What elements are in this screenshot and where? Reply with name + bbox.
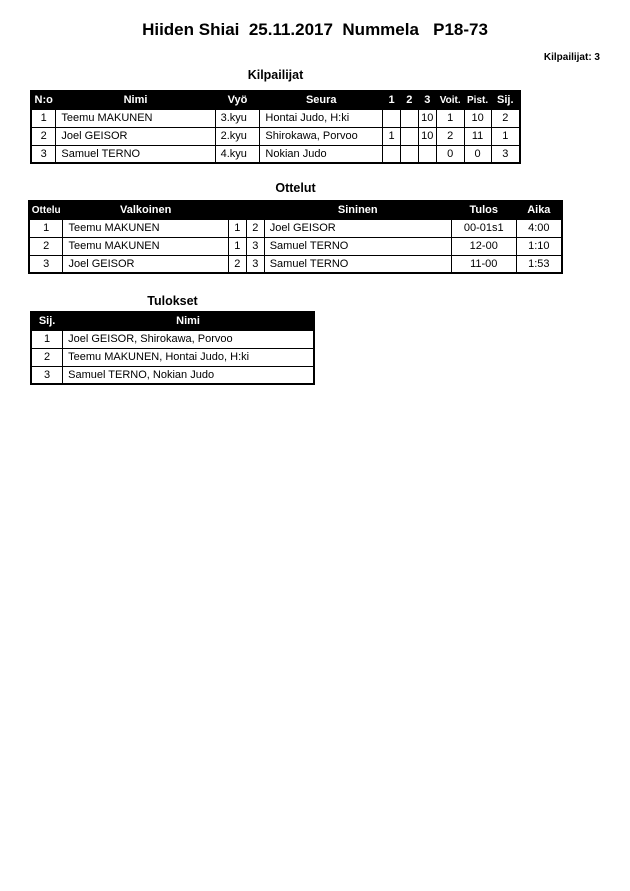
cell-m1 <box>383 109 401 127</box>
cell-aika: 4:00 <box>516 219 562 237</box>
competitors-count: Kilpailijat: 3 <box>543 52 600 63</box>
kilpailijat-col-no: N:o <box>31 91 56 109</box>
cell-nimi: Samuel TERNO, Nokian Judo <box>63 366 314 384</box>
cell-match-no: 3 <box>29 255 63 273</box>
cell-m3: 10 <box>418 109 436 127</box>
kilpailijat-col-pist: Pist. <box>464 91 491 109</box>
ottelut-col-valkoinen: Valkoinen <box>63 201 228 219</box>
cell-nimi: Teemu MAKUNEN <box>56 109 215 127</box>
kilpailijat-col-sij: Sij. <box>491 91 520 109</box>
cell-sij: 2 <box>491 109 520 127</box>
kilpailijat-heading: Kilpailijat <box>247 68 304 82</box>
kilpailijat-row <box>31 109 520 127</box>
kilpailijat-col-m1: 1 <box>383 91 401 109</box>
cell-voit: 0 <box>436 145 464 163</box>
ottelut-col-aika: Aika <box>516 201 562 219</box>
section-kilpailijat <box>30 68 521 164</box>
cell-sij: 2 <box>31 348 63 366</box>
kilpailijat-table <box>30 90 521 164</box>
cell-tulos: 12-00 <box>451 237 516 255</box>
cell-m1: 1 <box>383 127 401 145</box>
tulokset-row <box>31 366 314 384</box>
ottelut-col-ottelu: Ottelu <box>29 201 63 219</box>
cell-sij: 3 <box>491 145 520 163</box>
ottelut-row <box>29 255 562 273</box>
cell-match-no: 2 <box>29 237 63 255</box>
cell-nimi: Samuel TERNO <box>56 145 215 163</box>
cell-sij: 1 <box>491 127 520 145</box>
cell-voit: 2 <box>436 127 464 145</box>
section-ottelut <box>28 181 563 274</box>
cell-pist: 10 <box>464 109 491 127</box>
cell-m2 <box>400 145 418 163</box>
cell-nimi: Joel GEISOR, Shirokawa, Porvoo <box>63 330 314 348</box>
cell-aika: 1:53 <box>516 255 562 273</box>
cell-pist: 11 <box>464 127 491 145</box>
kilpailijat-col-m2: 2 <box>400 91 418 109</box>
cell-valkoinen: Teemu MAKUNEN <box>63 219 228 237</box>
cell-nimi: Teemu MAKUNEN, Hontai Judo, H:ki <box>63 348 314 366</box>
ottelut-col-tulos: Tulos <box>451 201 516 219</box>
kilpailijat-col-nimi: Nimi <box>56 91 215 109</box>
cell-snum: 3 <box>246 237 264 255</box>
cell-valkoinen: Joel GEISOR <box>63 255 228 273</box>
ottelut-col-vnum <box>228 201 246 219</box>
ottelut-row <box>29 219 562 237</box>
page-title: Hiiden Shiai 25.11.2017 Nummela P18-73 <box>142 20 488 39</box>
cell-m2 <box>400 109 418 127</box>
cell-vyo: 2.kyu <box>215 127 260 145</box>
tulokset-header-row <box>31 312 314 330</box>
cell-nimi: Joel GEISOR <box>56 127 215 145</box>
tulokset-row <box>31 348 314 366</box>
kilpailijat-col-vyo: Vyö <box>215 91 260 109</box>
cell-vnum: 1 <box>228 237 246 255</box>
cell-tulos: 11-00 <box>451 255 516 273</box>
section-tulokset <box>30 294 315 385</box>
cell-vnum: 2 <box>228 255 246 273</box>
cell-vnum: 1 <box>228 219 246 237</box>
tulokset-col-sij: Sij. <box>31 312 63 330</box>
tulokset-row <box>31 330 314 348</box>
cell-tulos: 00-01s1 <box>451 219 516 237</box>
cell-sij: 1 <box>31 330 63 348</box>
tulokset-heading: Tulokset <box>147 294 198 308</box>
ottelut-table <box>28 200 563 274</box>
cell-sininen: Samuel TERNO <box>264 237 451 255</box>
cell-sininen: Joel GEISOR <box>264 219 451 237</box>
ottelut-header-row <box>29 201 562 219</box>
cell-seura: Hontai Judo, H:ki <box>260 109 383 127</box>
cell-vyo: 4.kyu <box>215 145 260 163</box>
kilpailijat-header-row <box>31 91 520 109</box>
cell-seura: Nokian Judo <box>260 145 383 163</box>
cell-sij: 3 <box>31 366 63 384</box>
ottelut-heading: Ottelut <box>275 181 316 195</box>
kilpailijat-col-voit: Voit. <box>436 91 464 109</box>
cell-aika: 1:10 <box>516 237 562 255</box>
cell-m3: 10 <box>418 127 436 145</box>
cell-pist: 0 <box>464 145 491 163</box>
cell-sininen: Samuel TERNO <box>264 255 451 273</box>
cell-no: 2 <box>31 127 56 145</box>
kilpailijat-row <box>31 127 520 145</box>
kilpailijat-col-seura: Seura <box>260 91 383 109</box>
ottelut-col-snum <box>246 201 264 219</box>
cell-match-no: 1 <box>29 219 63 237</box>
ottelut-col-sininen: Sininen <box>264 201 451 219</box>
cell-seura: Shirokawa, Porvoo <box>260 127 383 145</box>
cell-no: 3 <box>31 145 56 163</box>
ottelut-row <box>29 237 562 255</box>
tulokset-col-nimi: Nimi <box>63 312 314 330</box>
cell-m3 <box>418 145 436 163</box>
cell-no: 1 <box>31 109 56 127</box>
cell-m1 <box>383 145 401 163</box>
cell-valkoinen: Teemu MAKUNEN <box>63 237 228 255</box>
cell-snum: 2 <box>246 219 264 237</box>
tulokset-table <box>30 311 315 385</box>
cell-vyo: 3.kyu <box>215 109 260 127</box>
cell-m2 <box>400 127 418 145</box>
kilpailijat-row <box>31 145 520 163</box>
cell-snum: 3 <box>246 255 264 273</box>
cell-voit: 1 <box>436 109 464 127</box>
kilpailijat-col-m3: 3 <box>418 91 436 109</box>
